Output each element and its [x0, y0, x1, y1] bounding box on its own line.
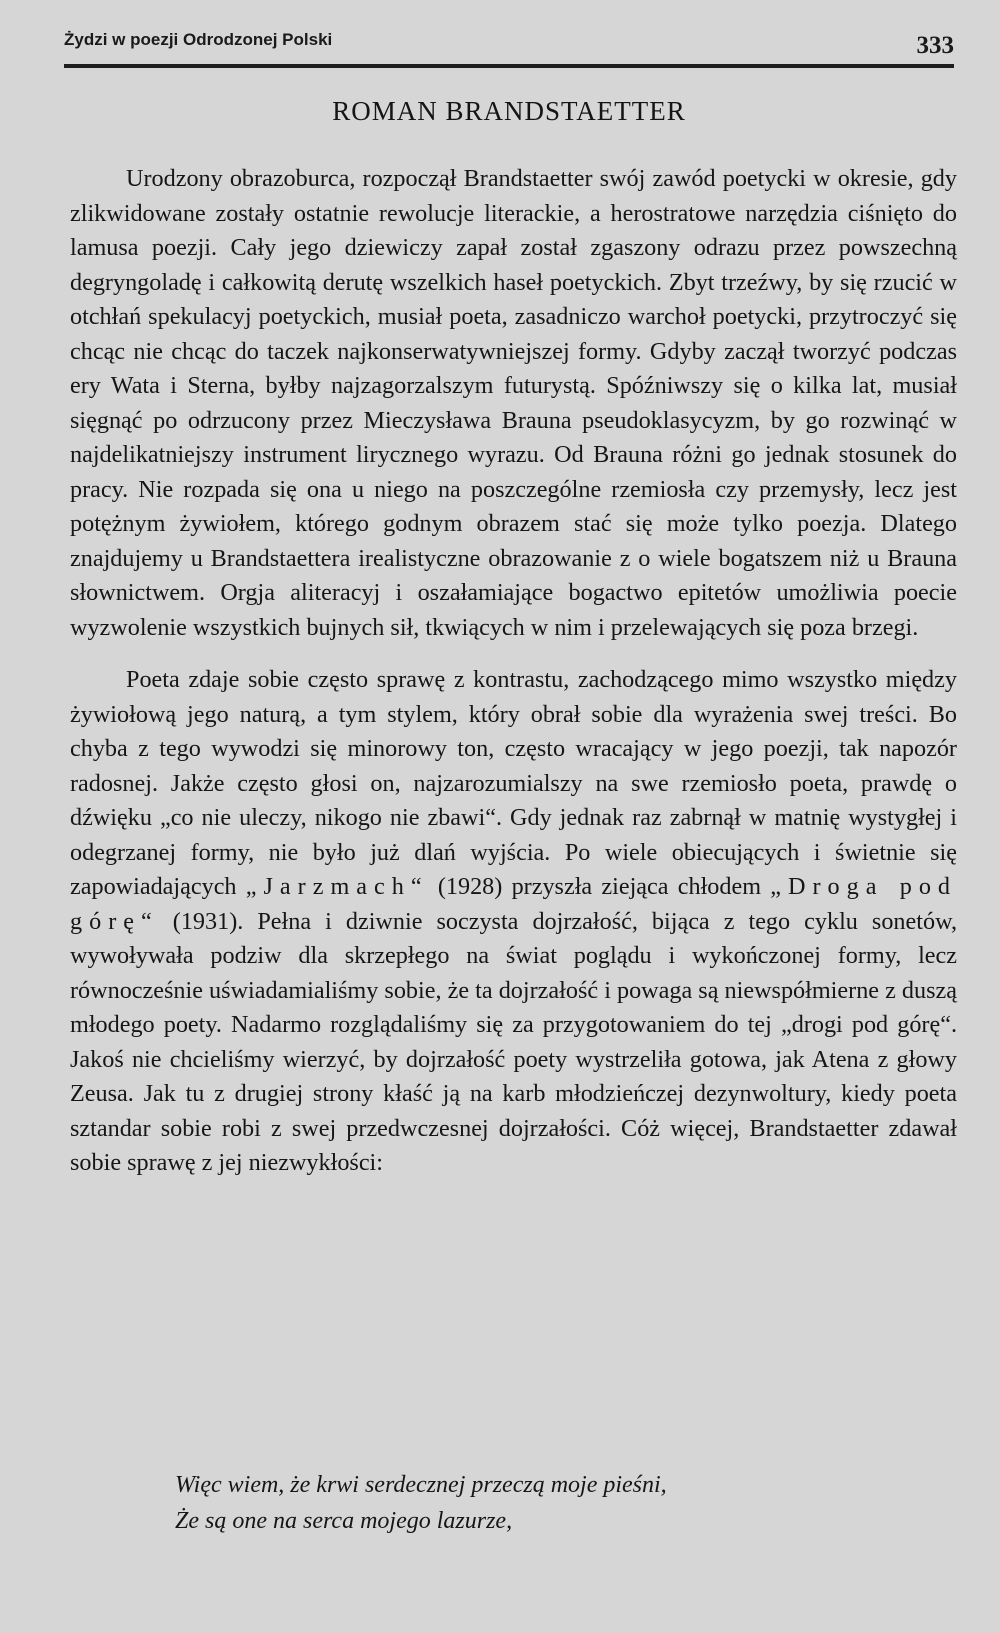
book-year-1931: (1931). [172, 907, 244, 935]
running-title: Żydzi w poezji Odrodzonej Polski [64, 30, 333, 49]
verse-line: Więc wiem, że krwi serdecznej przeczą moje pieśni, [175, 1472, 667, 1498]
paragraph-2 [70, 663, 957, 1181]
header-rule [64, 64, 954, 68]
book-title-jarzmach: „Jarzmach“ [245, 873, 429, 900]
page-number: 333 [916, 32, 954, 59]
paragraph-1: Urodzony obrazoburca, rozpoczął Brandstaetter swój zawód poetycki w okresie, gdy zlikwidowane zostały ostatnie rewolucje literackie, a herostratowe narzędzia ciśnięto do lamusa poezji. Cały jego dziewiczy zapał został zgaszony odrazu przez powszechną degryngoladę i całkowitą derutę wszelkich haseł poetyckich. Zbyt trzeźwy, by się rzucić w otchłań spekulacyj poetyckich, musiał poeta, zasadniczo warchoł poetycki, przytroczyć się chcąc nie chcąc do taczek najkonserwatywniejszej formy. Gdyby zaczął tworzyć podczas ery Wata i Sterna, byłby najzagorzalszym futurystą. Spóźniwszy się o kilka lat, musiał sięgnąć po odrzucony przez Mieczysława Brauna pseudoklasycyzm, by go rozwinąć w najdelikatniejszy instrument lirycznego wyrazu. Od Brauna różni go jednak stosunek do pracy. Nie rozpada się ona u niego na poszczególne rzemiosła czy przemysły, lecz jest potężnym żywiołem, którego godnym obrazem stać się może tylko poezja. Dlatego znajdujemy u Brandstaettera irealistyczne obrazowanie z o wiele bogatszem niż u Brauna słownictwem. Orgja aliteracyj i oszałamiające bogactwo epitetów umożliwia poecie wyzwolenie wszystkich bujnych sił, tkwiących w nim i przelewających się poza brzegi. [70, 165, 957, 641]
verse-line: Że są one na serca mojego lazurze, [175, 1508, 513, 1534]
paragraph-2-part-1: Poeta zdaje sobie często sprawę z kontrastu, zachodzącego mimo wszystko między żywiołową jego naturą, a tym stylem, który obrał sobie dla wyrażenia swej treści. Bo chyba z tego wywodzi się minorowy ton, często wracający w jego poezji, tak napozór radosnej. Jakże często głosi on, najzarozumialszy na swe rzemiosło poeta, prawdę o dźwięku „co nie uleczy, nikogo nie zbawi“. Gdy jednak raz zabrnął w matnię wystygłej i odegrzanej formy, nie było już dlań wyjścia. Po wiele obiecujących i świetnie się zapowiadających [70, 666, 957, 900]
article-title: ROMAN BRANDSTAETTER [332, 96, 686, 126]
book-title-droga-pod-gore: „Droga pod górę“ [70, 873, 958, 935]
paragraph-2-part-2: przyszła ziejąca chłodem [511, 873, 762, 900]
page-header [64, 24, 954, 74]
paragraph-2-part-3: Pełna i dziwnie soczysta dojrzałość, bijąca z tego cyklu sonetów, wywoływała podziw dla skrzepłego na świat poglądu i wykończonej formy, lecz równocześnie uświadamialiśmy sobie, że ta dojrzałość i powaga są niewspółmierne z duszą młodego poety. Nadarmo rozglądaliśmy się za przygotowaniem do tej „drogi pod górę“. Jakoś nie chcieliśmy wierzyć, by dojrzałość poety wystrzeliła gotowa, jak Atena z głowy Zeusa. Jak tu z drugiej strony kłaść ją na karb młodzieńczej dezynwoltury, kiedy poeta sztandar sobie robi z swej przedwczesnej dojrzałości. Cóż więcej, Brandstaetter zdawał sobie sprawę z jej niezwykłości: [70, 907, 958, 1176]
book-year-1928: (1928) [437, 873, 503, 900]
article-body [70, 162, 957, 1181]
verse-quote [175, 1467, 935, 1539]
